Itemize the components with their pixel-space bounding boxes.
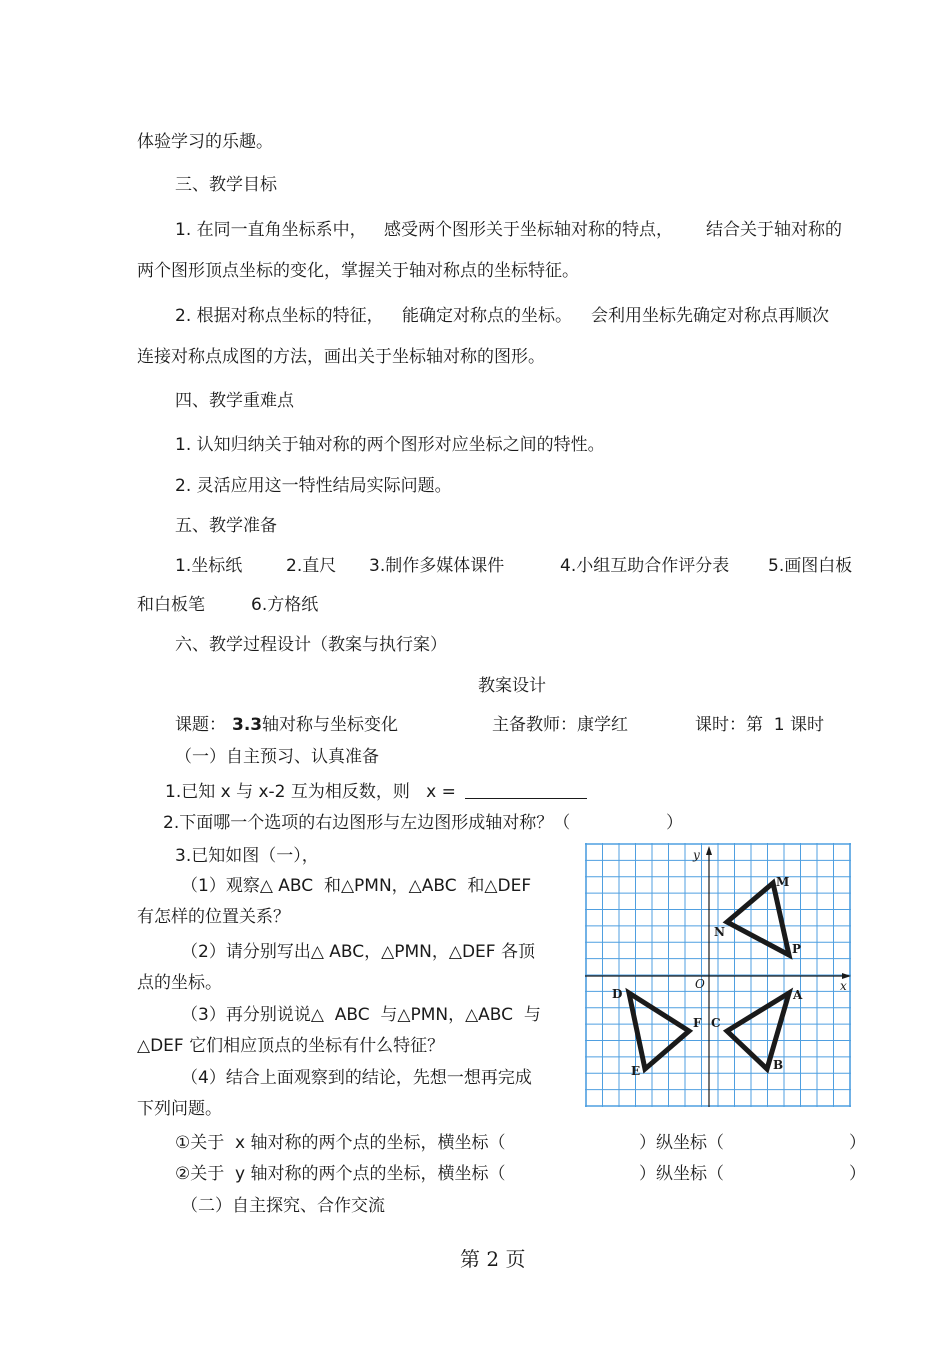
question-3-part: （2）请分别写出△ ABC，△PMN，△DEF 各顶	[181, 942, 535, 962]
prep-item: 4.小组互助合作评分表	[560, 556, 730, 576]
prep-item: 2.直尺	[286, 556, 337, 576]
vertex-label-n: N	[714, 925, 725, 939]
vertex-label-b: B	[773, 1058, 784, 1072]
triangle-pmn	[727, 883, 789, 955]
prep-item: 1.坐标纸	[175, 556, 243, 576]
plan-title: 教案设计	[478, 676, 546, 696]
question-3-part: （3）再分别说说△ ABC 与△PMN，△ABC 与	[181, 1005, 541, 1025]
vertex-label-e: E	[631, 1064, 641, 1078]
page-number: 第 2 页	[460, 1247, 526, 1271]
vertex-label-p: P	[792, 942, 802, 956]
fill-in-x-axis: ）纵坐标（	[639, 1133, 724, 1153]
vertex-label-f: F	[693, 1016, 702, 1030]
question-2-paren: ）	[666, 813, 683, 833]
section-heading-process: 六、教学过程设计（教案与执行案）	[175, 635, 447, 655]
y-axis-label: y	[693, 848, 700, 862]
question-2: 2.下面哪一个选项的右边图形与左边图形成轴对称？（	[163, 813, 571, 833]
text-line: 两个图形顶点坐标的变化，掌握关于轴对称点的坐标特征。	[137, 261, 579, 281]
fill-in-y-axis: ）	[849, 1164, 866, 1184]
text-line: 1. 认知归纳关于轴对称的两个图形对应坐标之间的特性。	[175, 435, 605, 455]
answer-blank	[465, 798, 587, 799]
question-3-part: 下列问题。	[137, 1099, 222, 1119]
lesson-number: 3.3	[232, 715, 263, 735]
question-1: 1.已知 x 与 x-2 互为相反数，则 x =	[165, 782, 456, 802]
fill-in-y-axis: ）纵坐标（	[639, 1164, 724, 1184]
text-line: 结合关于轴对称的	[706, 220, 842, 240]
question-3-part: 有怎样的位置关系？	[137, 907, 290, 927]
lesson-topic: 轴对称与坐标变化	[262, 715, 398, 735]
fill-in-y-axis: ②关于 y 轴对称的两个点的坐标，横坐标（	[175, 1164, 506, 1184]
text-line: 体验学习的乐趣。	[137, 132, 273, 152]
vertex-label-c: C	[711, 1016, 721, 1030]
question-3: 3.已知如图（一），	[175, 846, 319, 866]
prep-item: 5.画图白板	[768, 556, 853, 576]
origin-label: O	[695, 977, 705, 991]
lesson-period: 课时：第 1 课时	[695, 715, 825, 735]
text-line: 会利用坐标先确定对称点再顺次	[591, 306, 829, 326]
fill-in-x-axis: ①关于 x 轴对称的两个点的坐标，横坐标（	[175, 1133, 506, 1153]
fill-in-x-axis: ）	[849, 1133, 866, 1153]
lead-teacher: 主备教师：康学红	[492, 715, 628, 735]
triangle-def	[629, 993, 689, 1069]
y-axis-arrow	[706, 846, 712, 855]
text-line: 2. 根据对称点坐标的特征，	[175, 306, 384, 326]
question-3-part: △DEF 它们相应顶点的坐标有什么特征？	[137, 1036, 445, 1056]
grid-lines	[585, 843, 851, 1107]
subsection-heading: （一）自主预习、认真准备	[175, 747, 379, 767]
vertex-label-m: M	[776, 875, 790, 889]
x-axis-label: x	[840, 979, 847, 993]
vertex-label-a: A	[793, 988, 803, 1002]
section-heading-preparation: 五、教学准备	[175, 516, 277, 536]
subsection-heading: （二）自主探究、合作交流	[181, 1196, 385, 1216]
question-3-part: 点的坐标。	[137, 973, 222, 993]
question-3-part: （1）观察△ ABC 和△PMN，△ABC 和△DEF	[181, 876, 532, 896]
coordinate-figure	[585, 843, 851, 1107]
vertex-label-d: D	[612, 987, 623, 1001]
lesson-topic-label: 课题：	[175, 715, 226, 735]
text-line: 2. 灵活应用这一特性结局实际问题。	[175, 476, 452, 496]
text-line: 连接对称点成图的方法，画出关于坐标轴对称的图形。	[137, 347, 545, 367]
section-heading-goals: 三、教学目标	[175, 175, 277, 195]
text-line: 感受两个图形关于坐标轴对称的特点，	[384, 220, 673, 240]
section-heading-key-points: 四、教学重难点	[175, 391, 294, 411]
text-line: 1. 在同一直角坐标系中，	[175, 220, 367, 240]
question-3-part: （4）结合上面观察到的结论，先想一想再完成	[181, 1068, 532, 1088]
prep-item: 6.方格纸	[251, 595, 319, 615]
text-line: 能确定对称点的坐标。	[402, 306, 572, 326]
prep-item: 和白板笔	[137, 595, 205, 615]
prep-item: 3.制作多媒体课件	[369, 556, 505, 576]
